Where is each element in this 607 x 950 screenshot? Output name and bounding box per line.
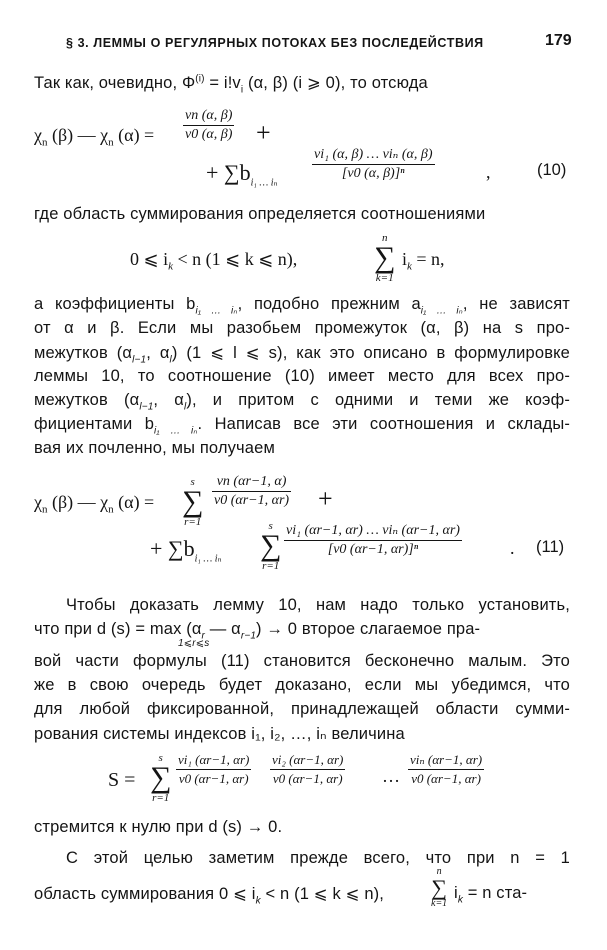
paragraph-2-line-7: вая их почленно, мы получаем	[34, 439, 275, 457]
condition-sum: $i_k = n$,	[402, 249, 445, 273]
eq10-plus: +	[256, 118, 271, 147]
eq10-sum-term: + $\sum b_{i_1 \dots i_n}$	[206, 160, 278, 189]
paragraph-3-line-1: Чтобы доказать лемму 10, нам надо только установить,	[66, 596, 570, 614]
eq10-comma: ,	[486, 162, 491, 182]
eq11-label: (11)	[536, 538, 565, 556]
eq11-fraction-1: $\frac{vn (\alpha r-1, \alpha)}{v0 (\alpha r-1, \alpha r)}$	[214, 474, 290, 508]
eq11-period: .	[510, 538, 515, 558]
eq11-lhs: $\chi_n$ (β) — $\chi_n$ (α) =	[34, 492, 155, 516]
paragraph-5-sum-sign: n ∑ k=1	[431, 866, 448, 909]
paragraph-3-line-6: рования системы индексов i₁, i₂, …, iₙ величина	[34, 725, 405, 743]
eq10-label: (10)	[537, 161, 567, 179]
paragraph-5-line-1: С этой целью заметим прежде всего, что при n = 1	[66, 849, 570, 867]
paragraph-4: стремится к нулю при d (s) → 0.	[34, 818, 283, 836]
s-fraction-2: $\frac{\text{vi₂ (αr−1, αr)}}{v0 (\alpha r-1, \alpha r)}$	[272, 752, 344, 786]
s-fraction-3: viₙ (αr−1, αr) v0 (αr−1, αr)	[410, 752, 483, 786]
eq11-sum-term: + $\sum b_{i_1 \dots i_n}$	[150, 536, 222, 565]
condition-sum-sign: n ∑ k=1	[374, 232, 396, 284]
paragraph-2-line-3: межутков ($\alpha_{l-1}$, $\alpha_l$) (1 ⩽ l ⩽ s), как это описано в формулировке	[34, 344, 570, 366]
s-fraction-1: $\frac{\text{vi₁ (αr−1, αr)}}{v0 (\alpha r-1, \alpha r)}$	[178, 752, 250, 786]
paragraph-2-line-2: от α и β. Если мы разобьем промежуток (α, β) на s про-	[34, 319, 570, 337]
running-header: § 3. ЛЕММЫ О РЕГУЛЯРНЫХ ПОТОКАХ БЕЗ ПОСЛЕДЕЙСТВИЯ	[66, 36, 484, 50]
paragraph-5-line-2-end: $i_k = n$ ста-	[454, 884, 528, 906]
paragraph-2-line-1: а коэффициенты $b_{i_1 \dots i_n}$, подобно прежним $a_{i_1 \dots i_n}$, не зависят	[34, 295, 570, 317]
s-ellipsis: …	[382, 766, 400, 786]
paragraph-5-line-2: область суммирования 0 ⩽ $i_k < n$ (1 ⩽ k ⩽ n),	[34, 885, 385, 907]
eq11-sum-sign-1: s ∑ r=1	[182, 476, 204, 528]
eq11-sum-sign-2: s ∑ r=1	[260, 520, 282, 572]
s-sum-sign: s ∑ r=1	[150, 752, 172, 804]
paragraph-2-line-6: фициентами $b_{i_1 \dots i_n}$. Написав все эти соотношения и склады-	[34, 415, 571, 437]
paragraph-3-line-3: вой части формулы (11) становится бесконечно малым. Это	[34, 652, 570, 670]
eq11-plus: +	[318, 484, 333, 513]
paragraph-3-line-4: же в свою очередь будет доказано, если мы убедимся, что	[34, 676, 570, 694]
eq10-lhs: $\chi_n$ (β) — $\chi_n$ (α) =	[34, 125, 155, 149]
condition-range: 0 ⩽ $i_k < n$ (1 ⩽ k ⩽ n),	[130, 249, 298, 273]
s-lhs: S =	[108, 769, 136, 791]
page-number: 179	[545, 32, 572, 49]
summation-domain-text: где область суммирования определяется соотношениями	[34, 205, 486, 223]
paragraph-3-line-2: что при d (s) = max 1⩽r⩽s ($\alpha_r$ — $\alpha_{r-1}) \to 0$ второе слагаемое пра-	[34, 620, 481, 649]
paragraph-3-line-5: для любой фиксированной, принадлежащей области сумми-	[34, 700, 570, 718]
eq11-fraction-2: vi₁ (αr−1, αr) … viₙ (αr−1, αr) [v0 (αr−1, αr)]ⁿ	[286, 523, 460, 557]
paragraph-2-line-4: леммы 10, то соотношение (10) имеет место для всех про-	[34, 367, 570, 385]
intro-line: Так как, очевидно, $\Phi^{(i)} = i!v_i$ (α, β) (i ⩾ 0), то отсюда	[34, 73, 428, 96]
paragraph-2-line-5: межутков ($\alpha_{l-1}$, $\alpha_l$), и притом с одними и теми же коэф-	[34, 391, 570, 413]
eq10-fraction-1: $\frac{vn (\alpha, \beta)}{v0 (\alpha, \beta)}$	[185, 108, 233, 142]
eq10-fraction-2: vi₁ (α, β) … viₙ (α, β) [v0 (α, β)]ⁿ	[314, 147, 433, 181]
